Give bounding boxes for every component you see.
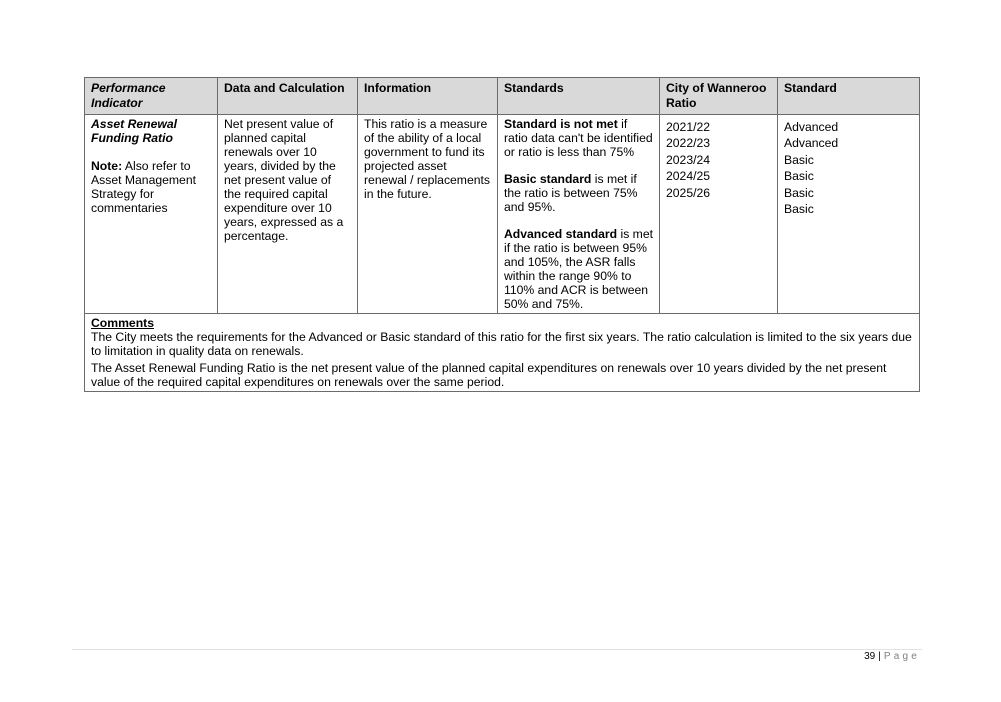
advanced-standard-label: Advanced standard <box>504 227 618 241</box>
table-header-row <box>85 78 920 115</box>
header-standards: Standards <box>498 78 660 115</box>
ratio-year-item: 2025/26 <box>666 185 711 200</box>
ratio-year-item: 2022/23 <box>666 136 711 151</box>
header-standard: Standard <box>778 78 920 115</box>
advanced-standard-desc: is met if the ratio is between 95% and 105%, the ASR falls within the range 90% to 110% and ACR is between 50% and 75%. <box>504 227 653 311</box>
standard-not-met-desc: if ratio data can't be identified or ratio is less than 75% <box>504 117 653 159</box>
page-footer <box>864 651 920 663</box>
standard-value-item: Basic <box>784 169 814 184</box>
information-cell: This ratio is a measure of the ability of a local government to fund its projected asset renewal / replacements in the future. <box>358 115 498 314</box>
basic-standard-desc: is met if the ratio is between 75% and 95%. <box>504 172 638 214</box>
page-label: Page <box>883 651 920 662</box>
comments-row <box>85 314 920 392</box>
header-data-and-calculation: Data and Calculation <box>218 78 358 115</box>
comments-cell <box>85 314 920 392</box>
footer-divider <box>72 649 922 650</box>
standard-value-item: Basic <box>784 202 814 217</box>
indicator-note-label: Note: <box>91 159 123 173</box>
data-calculation-cell: Net present value of planned capital renewals over 10 years, divided by the net present value of the required capital expenditure over 10 years, expressed as a percentage. <box>218 115 358 314</box>
indicator-note-text: Also refer to Asset Management Strategy for commentaries <box>91 159 197 215</box>
ratio-year-item: 2024/25 <box>666 169 711 184</box>
comments-paragraph: The Asset Renewal Funding Ratio is the net present value of the planned capital expenditures on renewals over 10 years divided by the net present value of the required capital expenditures on renewals over the same period. <box>91 361 887 389</box>
standard-not-met-label: Standard is not met <box>504 117 618 131</box>
comments-paragraph: The City meets the requirements for the Advanced or Basic standard of this ratio for the first six years. The ratio calculation is limited to the six years due to limitation in quality data on renewals. <box>91 330 912 358</box>
performance-indicator-table <box>84 77 920 392</box>
page-separator: | <box>878 651 881 662</box>
standard-value-item: Advanced <box>784 136 839 151</box>
advanced-standard-text <box>504 227 653 311</box>
basic-standard-text <box>504 172 653 214</box>
indicator-note <box>91 159 211 215</box>
indicator-name: Asset Renewal Funding Ratio <box>91 117 178 145</box>
table-row <box>85 115 920 314</box>
standard-not-met-text <box>504 117 653 159</box>
comments-heading: Comments <box>91 316 154 330</box>
basic-standard-label: Basic standard <box>504 172 592 186</box>
header-information: Information <box>358 78 498 115</box>
indicator-cell <box>85 115 218 314</box>
ratio-year-list <box>666 117 771 201</box>
standard-value-item: Basic <box>784 152 814 167</box>
ratio-year-item: 2023/24 <box>666 152 711 167</box>
header-city-ratio: City of Wanneroo Ratio <box>660 78 778 115</box>
header-performance-indicator: Performance Indicator <box>85 78 218 115</box>
ratio-years-cell <box>660 115 778 314</box>
standard-value-list <box>784 117 913 217</box>
standards-cell <box>498 115 660 314</box>
ratio-year-item: 2021/22 <box>666 120 711 134</box>
standard-values-cell <box>778 115 920 314</box>
standard-value-item: Basic <box>784 185 814 200</box>
standard-value-item: Advanced <box>784 120 839 134</box>
page-number: 39 <box>864 651 876 662</box>
